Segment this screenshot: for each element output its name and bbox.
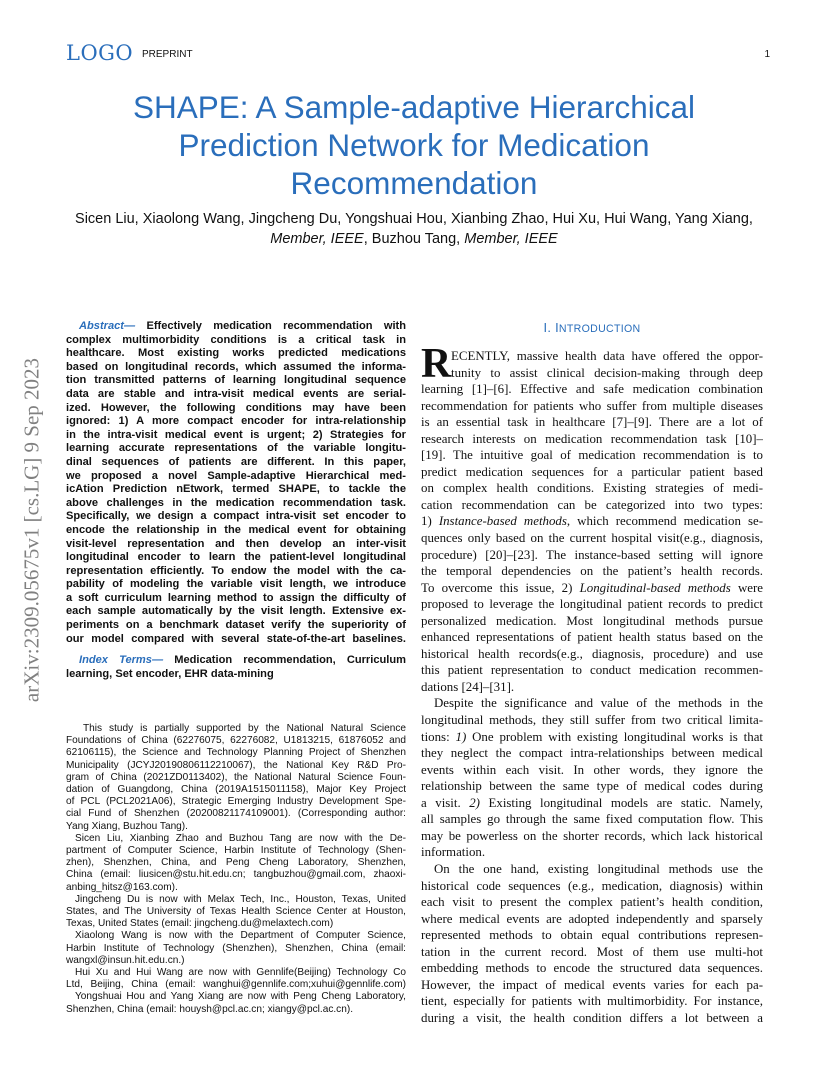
footnote-line: anbing_hitsz@163.com). — [66, 881, 178, 893]
abstract-line: ized. However, the following conditions may have been — [66, 401, 406, 414]
index-terms — [66, 654, 406, 681]
abstract-line: encode the relationship in the medical event for obtaining — [66, 523, 406, 536]
footnote-line: Municipality (JCYJ20190806112210067), the National Key R&D Pro- — [66, 759, 406, 771]
footnote-line: partment of Computer Science, Harbin Institute of Technology (Shen- — [66, 845, 406, 857]
abstract-line: Specifically, we design a compact intra-visit set encoder to — [66, 510, 406, 523]
body-text-run: One problem with existing longitudinal works is that — [466, 729, 763, 744]
footnote-line: Texas, United States (email: jingcheng.du@melaxtech.com) — [66, 918, 334, 930]
body-line: all samples go through the same fixed computation flow. This — [421, 812, 763, 827]
abstract-line: above challenges in the medication recommendation task. — [66, 496, 406, 509]
footnote-line: This study is partially supported by the National Natural Science — [83, 723, 406, 734]
abstract-line: in the intra-visit medical event is urgent; 2) Strategies for — [66, 428, 406, 441]
footnote-line: dation of Guangdong, China (2019A1515011158), Major Key Project — [66, 784, 406, 796]
body-line: procedure) [20]–[23]. The instance-based setting will ignore — [421, 547, 763, 562]
page-number: 1 — [764, 49, 770, 60]
abstract-line: each sample automatically by the visit length. Extensive ex- — [66, 605, 406, 618]
footnote-line: Ltd, Beijing, China (email: wanghui@gennlife.com;xuhui@gennlife.com) — [66, 979, 406, 991]
body-line — [421, 795, 763, 812]
abstract-label: Abstract — [79, 320, 125, 332]
body-line: predict medication sequences for a particular patient based — [421, 464, 763, 479]
body-text-run: 1) — [421, 514, 439, 529]
body-line: However, the impact of medical events varies for each pa- — [421, 977, 763, 992]
author-name: , Buzhou Tang, — [363, 231, 465, 247]
footnote-line: Shenzhen, China (email: houysh@pcl.ac.cn; xiangy@pcl.ac.cn). — [66, 1003, 353, 1015]
body-line: personalized medication. Most longitudinal methods pursue — [421, 613, 763, 628]
abstract-line: dinal sequences of patients are different. In this paper, — [66, 455, 406, 468]
author-affiliation: Member, IEEE — [464, 231, 558, 247]
body-line: cation recommendation can be categorized into two types: — [421, 497, 763, 512]
index-terms-text: Medication recommendation, Curriculum — [174, 654, 406, 666]
body-text-run: Existing longitudinal models are static. Namely, — [479, 795, 763, 810]
body-line: may be powerless on the shorter records, which lack historical — [421, 828, 763, 843]
abstract-line: tion transmitted patterns of learning longitudinal sequence — [66, 374, 406, 387]
footnote-line: zhen), Shenzhen, China, and Peng Cheng Laboratory, Shenzhen, — [66, 857, 406, 869]
section-title-rest: NTRODUCTION — [558, 323, 641, 335]
abstract-line: periments on a benchmark dataset verify the superiority of — [66, 619, 406, 632]
abstract-line: representation efficiently. To endow the model with the ca- — [66, 564, 406, 577]
preprint-label: PREPRINT — [142, 49, 193, 60]
index-terms-dash: — — [151, 654, 164, 666]
abstract-line: data are stable and intra-visit medical events are serial- — [66, 387, 406, 400]
footnotes — [66, 723, 406, 1016]
index-terms-line — [66, 654, 406, 668]
body-line — [421, 580, 763, 597]
body-line: longitudinal methods, they still suffer from two critical limita- — [421, 713, 763, 728]
footnote-line: of PCL (PCL2021A06), Strategic Emerging Industry Development Spe- — [66, 796, 406, 808]
footnote-line: Sicen Liu, Xianbing Zhao and Buzhou Tang are now with the De- — [75, 832, 406, 844]
footnote-line: cial Fund of Shenzhen (20200821174109001). (Corresponding author: — [66, 808, 406, 820]
footnote-line: gram of China (2021ZD0113402), the National Natural Science Foun- — [66, 771, 406, 783]
abstract-dash: — — [124, 320, 136, 332]
body-line: Despite the significance and value of the methods in the — [434, 696, 763, 711]
body-line: quences only based on the current hospital visit(e.g., diagnosis, — [421, 531, 763, 546]
body-line — [421, 729, 763, 746]
body-line: learning [1]–[6]. Effective and safe medication combination — [421, 382, 763, 397]
body-line: where medical events are adopted independently and sparsely — [421, 911, 763, 926]
body-line: enhanced representations of patient health status based on the — [421, 630, 763, 645]
body-line: historical code sequences (e.g., medication, diagnosis) within — [421, 878, 763, 893]
author-affiliation: Member, IEEE — [270, 231, 364, 247]
body-line: research interests on medication recommendation task [10]– — [421, 431, 763, 446]
footnote-line: China (email: liusicen@stu.hit.edu.cn; tangbuzhou@gmail.com, zhaoxi- — [66, 869, 406, 881]
index-terms-line: learning, Set encoder, EHR data-mining — [66, 667, 274, 680]
footnote-line: Harbin Institute of Technology (Shenzhen), Shenzhen, China (email: — [66, 942, 406, 954]
drop-cap: R — [421, 341, 452, 387]
body-text-run: , which recommend medication se- — [566, 514, 763, 529]
footnote-line: Xiaolong Wang is now with the Department of Computer Science, — [75, 930, 406, 942]
abstract-line: healthcare. Most existing works predicted medications — [66, 347, 406, 360]
body-text-run: were — [730, 580, 763, 595]
body-line: proposed to leverage the longitudinal patient records to predict — [421, 597, 763, 612]
body-line: ECENTLY, massive health data have offered the oppor- — [451, 349, 763, 363]
section-numeral: I. — [543, 320, 556, 335]
body-line: represented methods to obtain equal contributions represen- — [421, 928, 763, 943]
section-heading — [421, 320, 763, 335]
body-line: relationship between the same type of medical codes during — [421, 779, 763, 794]
abstract-line: a soft curriculum learning method to assign the difficulty of — [66, 591, 406, 604]
footnote-line: Hui Xu and Hui Wang are now with Gennlife(Beijing) Technology Co — [75, 967, 406, 979]
body-line — [421, 513, 763, 530]
body-emphasis: 1) — [455, 729, 467, 744]
abstract-line: based on longitudinal records, which assumed the informa- — [66, 360, 406, 373]
title-line: SHAPE: A Sample-adaptive Hierarchical — [132, 89, 696, 125]
body-line: embedding methods to encode the structured data sequences. — [421, 961, 763, 976]
body-line: each visit to present the complex patient’s health condition, — [421, 895, 763, 910]
body-line: dations [24]–[31]. — [421, 679, 515, 694]
abstract-line: longitudinal encoder to learn the patient-level longitudinal — [66, 551, 406, 564]
abstract-line: icAtion Prediction nEtwork, termed SHAPE, to tackle the — [66, 483, 406, 496]
footnote-line: Yongshuai Hou and Yang Xiang are now with Peng Cheng Laboratory, — [75, 991, 406, 1003]
abstract-text: Effectively medication recommendation with — [146, 320, 406, 332]
body-line: is an essential task in healthcare [7]–[9]. There are a lot of — [421, 415, 763, 430]
body-line: information. — [421, 845, 486, 860]
footnote-line: Jingcheng Du is now with Melax Tech, Inc., Houston, Texas, United — [75, 893, 406, 905]
body-line: tation in the current record. Most of them use multi-hot — [421, 944, 763, 959]
footnote-line: Yang Xiang, Buzhou Tang). — [66, 820, 188, 832]
body-line: the temporal dependencies on the patient’s health records. — [421, 564, 763, 579]
abstract-line: complex multimorbidity conditions is a critical task in — [66, 333, 406, 346]
body-text-run: To overcome this issue, 2) — [421, 580, 580, 595]
footnote-line: Foundations of China (62276075, 62276082, U1813215, 61876052 and — [66, 735, 406, 747]
body-line: tunity to assist clinical decision-making through deep — [451, 365, 763, 380]
abstract-line — [66, 320, 406, 334]
body-emphasis: Longitudinal-based methods — [579, 580, 731, 595]
body-text-run: a visit. — [421, 795, 470, 810]
abstract-line: visit-level representation and then develop an inter-visit — [66, 537, 406, 550]
arxiv-identifier: arXiv:2309.05675v1 [cs.LG] 9 Sep 2023 — [19, 357, 44, 703]
body-line: [19]. The intuitive goal of medication recommendation is to — [421, 448, 763, 463]
body-emphasis: Instance-based methods — [438, 514, 567, 529]
body-line: during a visit, the health condition differs a lot between a — [421, 1010, 763, 1025]
index-terms-label: Index Terms — [79, 654, 152, 666]
footnote-line: wangxl@insun.hit.edu.cn.) — [66, 954, 185, 966]
abstract-line: ignored: 1) A more compact encoder for intra-relationship — [66, 415, 406, 428]
abstract-line: our model compared with several state-of-the-art baselines. — [66, 632, 406, 645]
body-line: historical health records(e.g., diagnosis, procedure) and use — [421, 646, 763, 661]
body-text-run: tions: — [421, 729, 456, 744]
body-line: recommendation for patients who suffer from multiple diseases — [421, 398, 763, 413]
abstract-line: pability of modeling the variable visit length, we introduce — [66, 578, 406, 591]
section-title-initial: I — [555, 320, 559, 335]
body-line: On the one hand, existing longitudinal methods use the — [434, 861, 763, 876]
body-line: they neglect the compact intra-relationships between medical — [421, 746, 763, 761]
body-text — [421, 341, 763, 1026]
author-list — [50, 209, 778, 249]
abstract-line: we proposed a novel Sample-adaptive Hierarchical med- — [66, 469, 406, 482]
body-line: on complex health conditions. Existing strategies of medi- — [421, 481, 763, 496]
author-line: Sicen Liu, Xiaolong Wang, Jingcheng Du, Yongshuai Hou, Xianbing Zhao, Hui Xu, Hui Wang, Yang Xiang, — [75, 211, 753, 227]
abstract — [66, 320, 406, 646]
body-emphasis: 2) — [469, 795, 480, 810]
title-line: Recommendation — [290, 165, 538, 201]
paper-title — [60, 88, 768, 202]
abstract-line: learning accurate representations of the variable longitu- — [66, 442, 406, 455]
footnote-line: 62106115), the Science and Technology Planning Project of Shenzhen — [66, 747, 406, 759]
title-line: Prediction Network for Medication — [178, 127, 650, 163]
body-line: events within each visit. In other words, they ignore the — [421, 762, 763, 777]
journal-logo: LOGO — [66, 41, 134, 65]
author-line — [50, 229, 778, 249]
body-line: tient, especially for patients with multimorbidity. For instance, — [421, 994, 763, 1009]
body-line: this patient representation to conduct medication recommen- — [421, 663, 763, 678]
footnote-line: States, and The University of Texas Health Science Center at Houston, — [66, 906, 406, 918]
